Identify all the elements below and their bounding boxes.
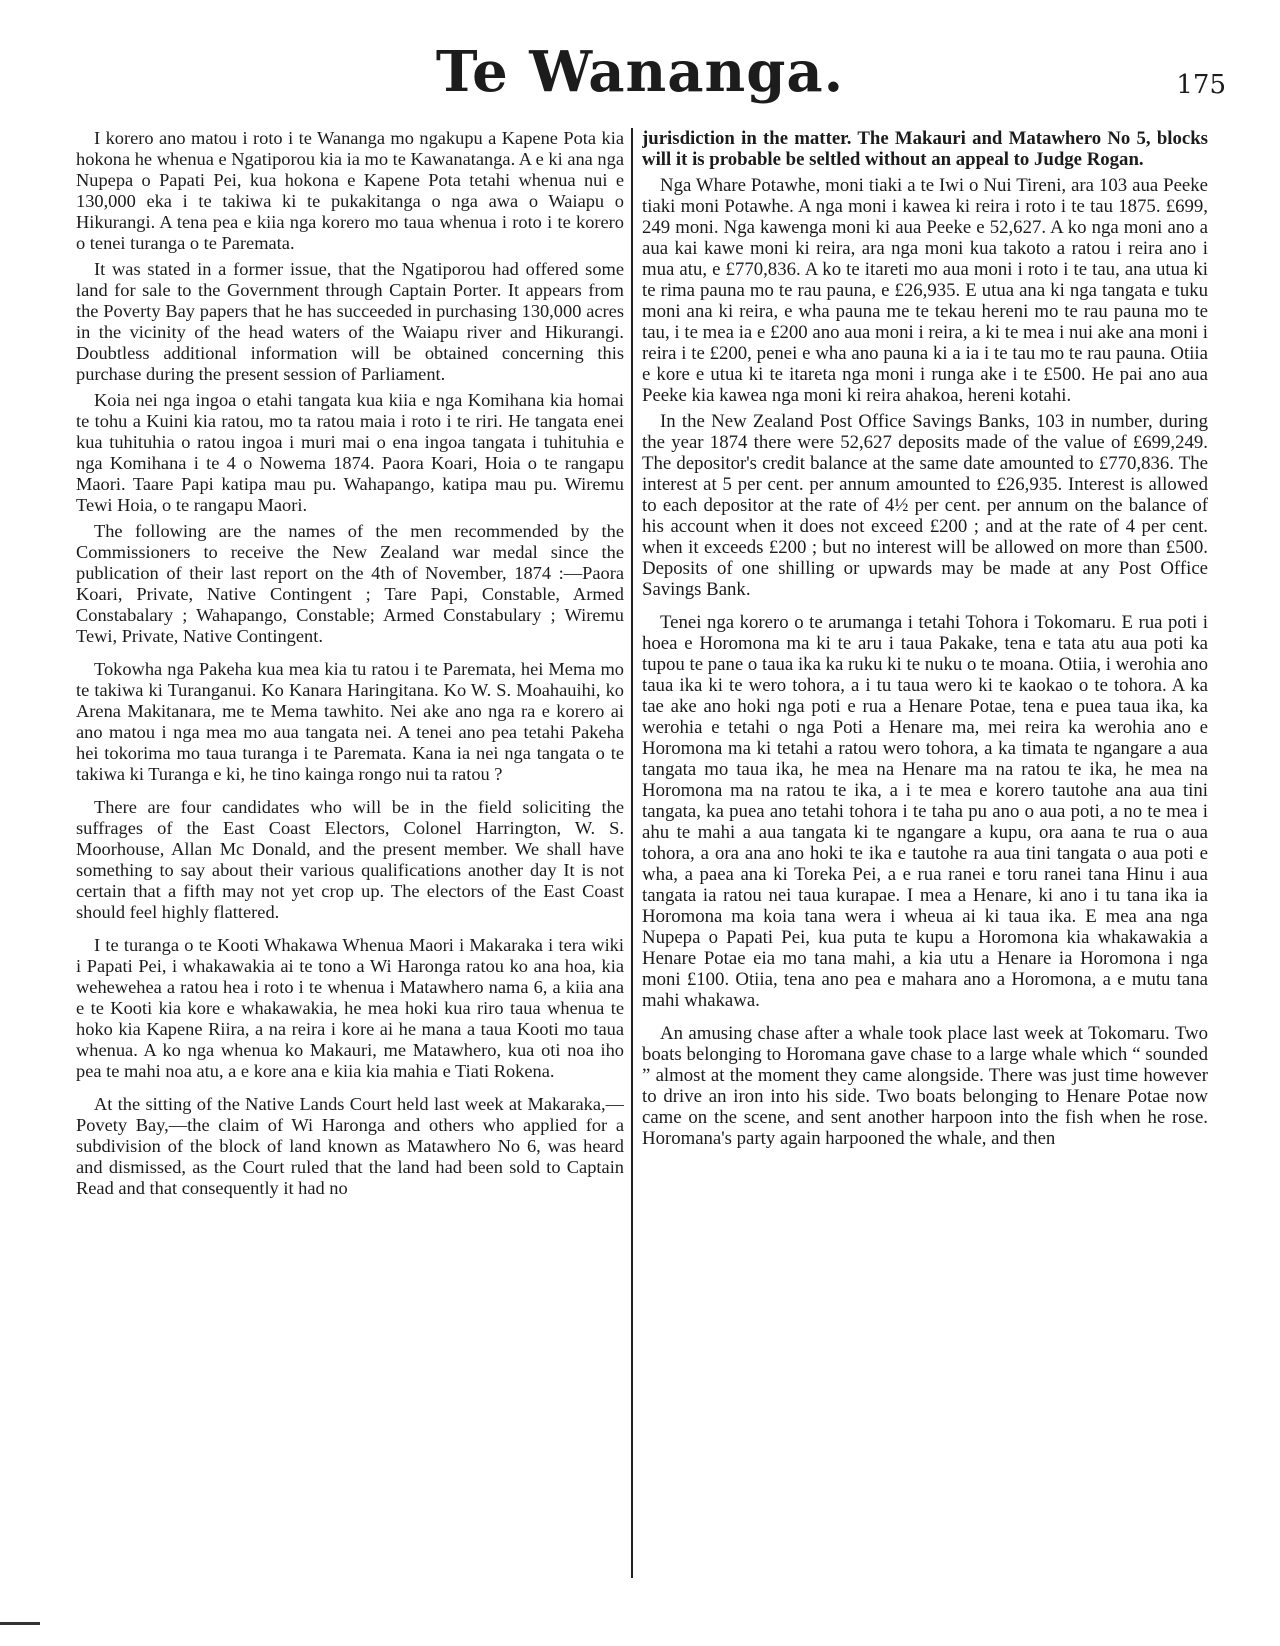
column-divider xyxy=(631,128,633,1578)
paragraph-english-war-medal: The following are the names of the men recommended by the Commissioners to receive the New Zealand war medal since the publication of their last report on the 4th of November, 1874 :—Paora Koari, Private, Native Contingent ; Tare Papi, Constable, Armed Constabalary ; Wahapango, Constable; Armed Constabulary ; Wiremu Tewi, Private, Native Contingent. xyxy=(76,521,624,646)
paragraph-maori-savings-banks: Nga Whare Potawhe, moni tiaki a te Iwi o Nui Tireni, ara 103 aua Peeke tiaki moni Potawhe. A nga moni i kawea ki reira i roto i te tau 1875. £699, 249 moni. Nga kawenga moni ki aua Peeke e 52,627. A ko nga moni ano a aua kai kawe moni ki reira, ara nga moni kua takoto a ratou i reira ano i mua atu, e £770,836. A ko te itareti mo aua moni i roto i te tau, ana utua ki te rima pauna mo te rau pauna, e £26,935. E utua ana ki nga tangata e tuku moni ana ki reira, e wha pauna me te tekau hereni mo te rau pauna mo te tau, i te mea ia e £200 ano aua moni i reira, a ki te mea i nui ake ana moni i reira i te £200, penei e wha ano pauna ki a ia i te tau mo te rau pauna. Otiia e kore e utua ki te itareta nga moni i runga ake i te £500. He pai ano aua Peeke kia kawea nga moni ki reira ahakoa, hereni kotahi. xyxy=(642,175,1208,406)
paragraph-english-candidates: There are four candidates who will be in the field soliciting the suffrages of the East Coast Electors, Colonel Harrington, W. S. Moorhouse, Allan Mc Donald, and the present member. We shall have something to say about their various qualifications another day It is not certain that a fifth may not yet crop up. The electors of the East Coast should feel highly flattered. xyxy=(76,797,624,922)
paragraph-maori-war-medal: Koia nei nga ingoa o etahi tangata kua kiia e nga Komihana kia homai te tohu a Kuini kia ratou, mo ta ratou maia i roto i te riri. He tangata enei kua tuhituhia o ratou ingoa i muri mai o ena ingoa tangata i tuhituhia e nga Komihana i te 4 o Nowema 1874. Paora Koari, Hoia o te rangapu Maori. Taare Papi katipa mau pu. Wahapango, katipa mau pu. Wiremu Tewi Hoia, o te rangapu Maori. xyxy=(76,390,624,515)
paragraph-maori-whale-chase: Tenei nga korero o te arumanga i tetahi Tohora i Tokomaru. E rua poti i hoea e Horomona ma ki te aru i taua Pakake, tena e tata atu aua poti ka tupou te pane o taua ika ka ruku ki te nuku o te moana. Otiia, i werohia ano taua ika ki te wero tohora, a i tu taua wero ki te kaokao o te tohora. A ka tae ake ano hoki nga poti e rua a Henare Potae, tena e puea taua ika, ka werohia e tetahi o nga Poti a Henare ma, mei reira ka werohia ano e Horomona ma ki tetahi a ratou wero tohora, a ka timata te ngangare a aua tangata mo taua ika, he mea na Henare ma na ratou te ika, he mea na Horomona ma na ratou te ika, a i te mea e korero tautohe ana aua tini tangata, ka puea ano tetahi tohora i te taha pu ano o aua poti, a no te mea i ahu te mahi a aua tangata ki te ngangare a kupu, ora aana te rua o aua tohora, a ora ana ano hoki te ika e tautohe ra aua tini tangata o aua poti e wha, a paea ana ki Toreka Pei, a e rua ranei e toru ranei tana Hinu i aua tangata ia ratou nei taua kurapae. I mea a Henare, ki ano i tu tana ika ia Horomona ma koia tana wera i wheua ai ki taua ika. E mea ana nga Nupepa o Papati Pei, kua puta te kupu a Horomona kia whakawakia a Henare Potae eia mo tana mahi, a kia utu a Henare ia Horomona i nga moni £100. Otiia, tena ano pea e mahara ano a Horomona, a e mutu tana mahi whakawa. xyxy=(642,612,1208,1011)
page-number: 175 xyxy=(1176,70,1226,100)
paragraph-maori-land-purchase: I korero ano matou i roto i te Wananga mo ngakupu a Kapene Pota kia hokona he whenua e Ngatiporou kia ia mo te Kawanatanga. A e ki ana nga Nupepa o Papati Pei, kua hokona e Kapene Pota tetahi whenua nui e 130,000 eka i te takiwa ki te pukakitanga o nga awa o Waiapu o Hikurangi. A tena pea e kiia nga korero mo taua whenua i roto i te korero o tenei turanga o te Paremata. xyxy=(76,128,624,253)
right-column xyxy=(642,128,1208,1628)
paragraph-english-whale-chase: An amusing chase after a whale took place last week at Tokomaru. Two boats belonging to Horomana gave chase to a large whale which “ sounded ” almost at the moment they came alongside. There was just time however to drive an iron into his side. Two boats belonging to Henare Potae now came on the scene, and sent another harpoon into the fish when he rose. Horomana's party again harpooned the whale, and then xyxy=(642,1023,1208,1149)
left-column xyxy=(76,128,624,1628)
paragraph-english-land-purchase: It was stated in a former issue, that the Ngatiporou had offered some land for sale to the Government through Captain Porter. It appears from the Poverty Bay papers that he has succeeded in purchasing 130,000 acres in the vicinity of the head waters of the Waiapu river and Hikurangi. Doubtless additional information will be obtained concerning this purchase during the present session of Parliament. xyxy=(76,259,624,384)
paragraph-maori-land-court: I te turanga o te Kooti Whakawa Whenua Maori i Makaraka i tera wiki i Papati Pei, i whakawakia ai te tono a Wi Haronga ratou ko ana hoa, kia wehewehea a ratou hea i roto i te whenua i Matawhero nama 6, a kiia ana e te Kooti kia kore e whakawakia, he mea hoki kua riro taua whenua te hoko kia Kapene Riira, a na reira i kore ai he mana a taua Kooti mo taua whenua. A ko nga whenua ko Makauri, me Matawhero, kua oti noa iho pea te mahi noa atu, a e kore ana e kiia kia mahia e Tiati Rokena. xyxy=(76,935,624,1081)
page-header xyxy=(0,0,1280,120)
paragraph-maori-candidates: Tokowha nga Pakeha kua mea kia tu ratou i te Paremata, hei Mema mo te takiwa ki Turanganui. Ko Kanara Haringitana. Ko W. S. Moahauihi, ko Arena Makitanara, me te Mema tawhito. Nei ake ano nga ra e korero ai ano matou i nga mea mo aua tangata nei. A tenei ano pea tetahi Pakeha hei tokorima mo taua turanga i te Paremata. Kana ia nei nga tangata o te takiwa ki Turanga e ki, he tino kainga rongo nui ta ratou ? xyxy=(76,659,624,784)
bottom-edge-mark xyxy=(0,1622,40,1625)
paragraph-english-savings-banks: In the New Zealand Post Office Savings Banks, 103 in number, during the year 1874 there were 52,627 deposits made of the value of £699,249. The depositor's credit balance at the same date amounted to £770,836. The interest at 5 per cent. per annum amounted to £26,935. Interest is allowed to each depositor at the rate of 4½ per cent. per annum on the balance of his account when it does not exceed £200 ; and at the rate of 4 per cent. when it exceeds £200 ; but no interest will be allowed on more than £500. Deposits of one shilling or upwards may be made at any Post Office Savings Bank. xyxy=(642,411,1208,600)
paragraph-english-land-court: At the sitting of the Native Lands Court held last week at Makaraka,—Povety Bay,—the claim of Wi Haronga and others who applied for a subdivision of the block of land known as Matawhero No 6, was heard and dismissed, as the Court ruled that the land had been sold to Captain Read and that consequently it had no xyxy=(76,1094,624,1198)
masthead-title: Te Wananga. xyxy=(435,39,845,105)
paragraph-jurisdiction: jurisdiction in the matter. The Makauri and Matawhero No 5, blocks will it is probable be seltled without an appeal to Judge Rogan. xyxy=(642,128,1208,170)
